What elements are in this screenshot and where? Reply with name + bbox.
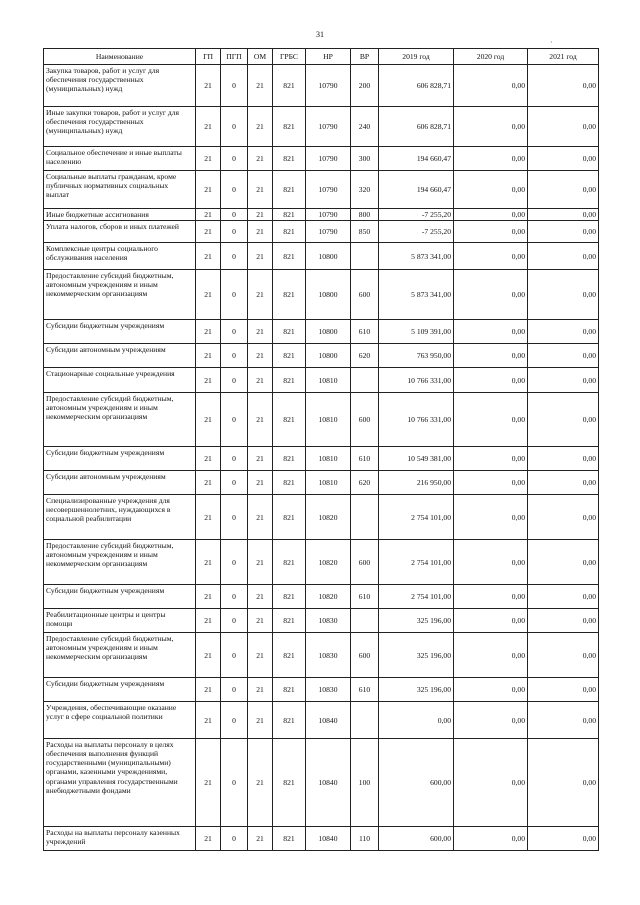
cell-y2019: 5 873 341,00 (379, 270, 454, 320)
cell-y2021: 0,00 (528, 221, 599, 243)
cell-pgp: 0 (221, 471, 248, 495)
cell-om: 21 (248, 678, 273, 702)
cell-grbs: 821 (273, 585, 306, 609)
table-row (44, 171, 599, 209)
cell-om: 21 (248, 633, 273, 678)
cell-gp: 21 (196, 471, 221, 495)
cell-y2019: -7 255,20 (379, 209, 454, 221)
cell-name: Субсидии бюджетным учреждениям (44, 447, 196, 471)
cell-name: Расходы на выплаты персоналу в целях обеспечения выполнения функций государственными (муниципальными) органами, казенными учреждениями, органами управления государственными внебюджетными фондами (44, 739, 196, 827)
cell-y2020: 0,00 (454, 678, 528, 702)
cell-y2021: 0,00 (528, 447, 599, 471)
cell-name: Субсидии автономным учреждениям (44, 471, 196, 495)
cell-name: Субсидии автономным учреждениям (44, 344, 196, 368)
cell-y2019: 216 950,00 (379, 471, 454, 495)
table-row (44, 368, 599, 393)
cell-grbs: 821 (273, 609, 306, 633)
cell-nr: 10820 (306, 495, 351, 540)
cell-grbs: 821 (273, 827, 306, 851)
cell-grbs: 821 (273, 471, 306, 495)
cell-y2019: 194 660,47 (379, 171, 454, 209)
cell-pgp: 0 (221, 447, 248, 471)
cell-y2019: 325 196,00 (379, 633, 454, 678)
col-header-nr: НР (306, 49, 351, 65)
cell-gp: 21 (196, 739, 221, 827)
cell-y2020: 0,00 (454, 739, 528, 827)
cell-vr: 110 (351, 827, 379, 851)
cell-y2020: 0,00 (454, 107, 528, 147)
cell-y2020: 0,00 (454, 209, 528, 221)
cell-name: Расходы на выплаты персоналу казенных учреждений (44, 827, 196, 851)
cell-vr: 610 (351, 585, 379, 609)
cell-name: Субсидии бюджетным учреждениям (44, 678, 196, 702)
cell-nr: 10820 (306, 585, 351, 609)
cell-nr: 10810 (306, 447, 351, 471)
cell-y2021: 0,00 (528, 209, 599, 221)
cell-om: 21 (248, 827, 273, 851)
col-header-2019: 2019 год (379, 49, 454, 65)
cell-y2020: 0,00 (454, 540, 528, 585)
cell-grbs: 821 (273, 209, 306, 221)
cell-gp: 21 (196, 633, 221, 678)
cell-y2019: -7 255,20 (379, 221, 454, 243)
cell-gp: 21 (196, 585, 221, 609)
cell-pgp: 0 (221, 147, 248, 171)
cell-y2020: 0,00 (454, 585, 528, 609)
cell-y2020: 0,00 (454, 447, 528, 471)
cell-y2019: 5 873 341,00 (379, 243, 454, 270)
cell-vr (351, 495, 379, 540)
table-row (44, 702, 599, 739)
cell-nr: 10800 (306, 344, 351, 368)
cell-grbs: 821 (273, 65, 306, 107)
cell-y2021: 0,00 (528, 368, 599, 393)
cell-om: 21 (248, 209, 273, 221)
cell-y2021: 0,00 (528, 171, 599, 209)
cell-gp: 21 (196, 540, 221, 585)
cell-pgp: 0 (221, 243, 248, 270)
cell-y2021: 0,00 (528, 540, 599, 585)
cell-y2019: 600,00 (379, 827, 454, 851)
cell-grbs: 821 (273, 344, 306, 368)
cell-vr: 610 (351, 320, 379, 344)
cell-gp: 21 (196, 495, 221, 540)
table-header-row (44, 49, 599, 65)
cell-name: Социальные выплаты гражданам, кроме публичных нормативных социальных выплат (44, 171, 196, 209)
table-row (44, 447, 599, 471)
cell-y2020: 0,00 (454, 320, 528, 344)
cell-vr: 610 (351, 678, 379, 702)
cell-name: Закупка товаров, работ и услуг для обеспечения государственных (муниципальных) нужд (44, 65, 196, 107)
cell-name: Реабилитационные центры и центры помощи (44, 609, 196, 633)
cell-nr: 10820 (306, 540, 351, 585)
cell-vr: 620 (351, 344, 379, 368)
cell-om: 21 (248, 243, 273, 270)
cell-name: Предоставление субсидий бюджетным, автономным учреждениям и иным некоммерческим организациям (44, 633, 196, 678)
cell-pgp: 0 (221, 540, 248, 585)
cell-gp: 21 (196, 368, 221, 393)
cell-y2021: 0,00 (528, 147, 599, 171)
cell-pgp: 0 (221, 65, 248, 107)
cell-grbs: 821 (273, 171, 306, 209)
cell-y2020: 0,00 (454, 827, 528, 851)
cell-y2021: 0,00 (528, 585, 599, 609)
cell-vr: 620 (351, 471, 379, 495)
cell-nr: 10830 (306, 633, 351, 678)
table-row (44, 633, 599, 678)
cell-grbs: 821 (273, 540, 306, 585)
cell-pgp: 0 (221, 633, 248, 678)
cell-y2020: 0,00 (454, 243, 528, 270)
cell-y2019: 600,00 (379, 739, 454, 827)
cell-y2019: 2 754 101,00 (379, 495, 454, 540)
table-row (44, 209, 599, 221)
table-row (44, 678, 599, 702)
cell-y2019: 0,00 (379, 702, 454, 739)
cell-gp: 21 (196, 702, 221, 739)
cell-nr: 10840 (306, 702, 351, 739)
page-number: 31 (316, 30, 324, 39)
cell-y2019: 5 109 391,00 (379, 320, 454, 344)
cell-vr: 320 (351, 171, 379, 209)
cell-y2020: 0,00 (454, 147, 528, 171)
cell-name: Субсидии бюджетным учреждениям (44, 320, 196, 344)
cell-gp: 21 (196, 827, 221, 851)
cell-y2021: 0,00 (528, 702, 599, 739)
cell-om: 21 (248, 171, 273, 209)
cell-y2020: 0,00 (454, 344, 528, 368)
cell-gp: 21 (196, 678, 221, 702)
cell-gp: 21 (196, 65, 221, 107)
cell-grbs: 821 (273, 147, 306, 171)
cell-nr: 10790 (306, 221, 351, 243)
col-header-name: Наименование (44, 49, 196, 65)
cell-vr: 600 (351, 393, 379, 447)
cell-pgp: 0 (221, 495, 248, 540)
cell-y2021: 0,00 (528, 633, 599, 678)
scan-speck: · (550, 38, 553, 47)
cell-y2019: 10 766 331,00 (379, 393, 454, 447)
cell-y2020: 0,00 (454, 368, 528, 393)
table-row (44, 471, 599, 495)
cell-om: 21 (248, 609, 273, 633)
cell-pgp: 0 (221, 171, 248, 209)
cell-nr: 10810 (306, 393, 351, 447)
cell-name: Предоставление субсидий бюджетным, автономным учреждениям и иным некоммерческим организациям (44, 270, 196, 320)
cell-pgp: 0 (221, 739, 248, 827)
cell-om: 21 (248, 447, 273, 471)
col-header-2020: 2020 год (454, 49, 528, 65)
cell-vr: 600 (351, 633, 379, 678)
cell-gp: 21 (196, 447, 221, 471)
cell-grbs: 821 (273, 495, 306, 540)
cell-y2020: 0,00 (454, 171, 528, 209)
table-row (44, 609, 599, 633)
cell-vr: 800 (351, 209, 379, 221)
cell-pgp: 0 (221, 344, 248, 368)
cell-y2020: 0,00 (454, 495, 528, 540)
cell-vr (351, 609, 379, 633)
cell-y2020: 0,00 (454, 393, 528, 447)
cell-name: Иные закупки товаров, работ и услуг для обеспечения государственных (муниципальных) нужд (44, 107, 196, 147)
cell-name: Комплексные центры социального обслуживания населения (44, 243, 196, 270)
cell-grbs: 821 (273, 368, 306, 393)
cell-grbs: 821 (273, 243, 306, 270)
cell-nr: 10790 (306, 107, 351, 147)
cell-nr: 10830 (306, 678, 351, 702)
cell-om: 21 (248, 147, 273, 171)
cell-grbs: 821 (273, 447, 306, 471)
cell-vr (351, 702, 379, 739)
cell-y2019: 2 754 101,00 (379, 540, 454, 585)
col-header-pgp: ПГП (221, 49, 248, 65)
cell-pgp: 0 (221, 320, 248, 344)
table-row (44, 65, 599, 107)
cell-y2019: 2 754 101,00 (379, 585, 454, 609)
cell-y2021: 0,00 (528, 65, 599, 107)
cell-om: 21 (248, 368, 273, 393)
cell-vr: 100 (351, 739, 379, 827)
cell-vr: 850 (351, 221, 379, 243)
cell-nr: 10810 (306, 368, 351, 393)
table-row (44, 344, 599, 368)
cell-y2021: 0,00 (528, 344, 599, 368)
cell-om: 21 (248, 65, 273, 107)
cell-grbs: 821 (273, 678, 306, 702)
cell-vr: 200 (351, 65, 379, 107)
cell-pgp: 0 (221, 702, 248, 739)
cell-pgp: 0 (221, 609, 248, 633)
table-row (44, 540, 599, 585)
cell-grbs: 821 (273, 270, 306, 320)
cell-grbs: 821 (273, 393, 306, 447)
col-header-grbs: ГРБС (273, 49, 306, 65)
table-row (44, 243, 599, 270)
cell-grbs: 821 (273, 320, 306, 344)
cell-y2021: 0,00 (528, 678, 599, 702)
cell-y2021: 0,00 (528, 393, 599, 447)
table-row (44, 107, 599, 147)
cell-gp: 21 (196, 107, 221, 147)
cell-name: Специализированные учреждения для несовершеннолетних, нуждающихся в социальной реабилитации (44, 495, 196, 540)
cell-om: 21 (248, 270, 273, 320)
table-row (44, 585, 599, 609)
cell-name: Учреждения, обеспечивающие оказание услуг в сфере социальной политики (44, 702, 196, 739)
cell-nr: 10810 (306, 471, 351, 495)
cell-pgp: 0 (221, 678, 248, 702)
cell-nr: 10790 (306, 171, 351, 209)
cell-pgp: 0 (221, 221, 248, 243)
cell-nr: 10840 (306, 739, 351, 827)
cell-grbs: 821 (273, 633, 306, 678)
cell-pgp: 0 (221, 209, 248, 221)
cell-vr: 600 (351, 270, 379, 320)
cell-gp: 21 (196, 171, 221, 209)
table-row (44, 827, 599, 851)
cell-gp: 21 (196, 147, 221, 171)
cell-gp: 21 (196, 393, 221, 447)
cell-vr: 300 (351, 147, 379, 171)
cell-om: 21 (248, 221, 273, 243)
cell-om: 21 (248, 585, 273, 609)
cell-grbs: 821 (273, 739, 306, 827)
cell-pgp: 0 (221, 368, 248, 393)
cell-y2021: 0,00 (528, 243, 599, 270)
cell-y2020: 0,00 (454, 633, 528, 678)
table-row (44, 320, 599, 344)
cell-y2021: 0,00 (528, 107, 599, 147)
cell-y2019: 763 950,00 (379, 344, 454, 368)
cell-y2019: 325 196,00 (379, 609, 454, 633)
cell-vr (351, 368, 379, 393)
cell-y2021: 0,00 (528, 320, 599, 344)
cell-nr: 10790 (306, 65, 351, 107)
cell-y2021: 0,00 (528, 495, 599, 540)
col-header-om: ОМ (248, 49, 273, 65)
cell-gp: 21 (196, 209, 221, 221)
cell-nr: 10790 (306, 147, 351, 171)
cell-grbs: 821 (273, 221, 306, 243)
cell-om: 21 (248, 320, 273, 344)
cell-nr: 10800 (306, 243, 351, 270)
col-header-2021: 2021 год (528, 49, 599, 65)
cell-om: 21 (248, 344, 273, 368)
budget-table (43, 48, 599, 851)
cell-om: 21 (248, 107, 273, 147)
cell-om: 21 (248, 495, 273, 540)
cell-name: Иные бюджетные ассигнования (44, 209, 196, 221)
cell-y2020: 0,00 (454, 471, 528, 495)
table-row (44, 147, 599, 171)
cell-name: Предоставление субсидий бюджетным, автономным учреждениям и иным некоммерческим организациям (44, 393, 196, 447)
cell-y2020: 0,00 (454, 609, 528, 633)
cell-gp: 21 (196, 221, 221, 243)
cell-y2021: 0,00 (528, 609, 599, 633)
cell-vr: 610 (351, 447, 379, 471)
cell-y2020: 0,00 (454, 65, 528, 107)
cell-y2021: 0,00 (528, 827, 599, 851)
cell-om: 21 (248, 702, 273, 739)
cell-name: Уплата налогов, сборов и иных платежей (44, 221, 196, 243)
cell-y2019: 10 766 331,00 (379, 368, 454, 393)
cell-y2020: 0,00 (454, 270, 528, 320)
cell-pgp: 0 (221, 393, 248, 447)
cell-y2021: 0,00 (528, 270, 599, 320)
cell-name: Субсидии бюджетным учреждениям (44, 585, 196, 609)
cell-nr: 10790 (306, 209, 351, 221)
table-row (44, 739, 599, 827)
cell-om: 21 (248, 540, 273, 585)
table-row (44, 495, 599, 540)
cell-nr: 10800 (306, 270, 351, 320)
cell-vr: 600 (351, 540, 379, 585)
cell-pgp: 0 (221, 827, 248, 851)
cell-gp: 21 (196, 320, 221, 344)
cell-gp: 21 (196, 344, 221, 368)
cell-gp: 21 (196, 243, 221, 270)
cell-y2020: 0,00 (454, 221, 528, 243)
cell-nr: 10830 (306, 609, 351, 633)
cell-vr: 240 (351, 107, 379, 147)
cell-y2020: 0,00 (454, 702, 528, 739)
col-header-gp: ГП (196, 49, 221, 65)
col-header-vr: ВР (351, 49, 379, 65)
cell-pgp: 0 (221, 107, 248, 147)
cell-nr: 10840 (306, 827, 351, 851)
cell-name: Стационарные социальные учреждения (44, 368, 196, 393)
cell-y2019: 325 196,00 (379, 678, 454, 702)
table-row (44, 270, 599, 320)
cell-name: Социальное обеспечение и иные выплаты населению (44, 147, 196, 171)
table-row (44, 393, 599, 447)
cell-y2021: 0,00 (528, 471, 599, 495)
cell-name: Предоставление субсидий бюджетным, автономным учреждениям и иным некоммерческим организациям (44, 540, 196, 585)
cell-pgp: 0 (221, 585, 248, 609)
cell-y2019: 606 828,71 (379, 65, 454, 107)
cell-grbs: 821 (273, 702, 306, 739)
cell-gp: 21 (196, 609, 221, 633)
cell-pgp: 0 (221, 270, 248, 320)
cell-y2021: 0,00 (528, 739, 599, 827)
cell-y2019: 194 660,47 (379, 147, 454, 171)
cell-vr (351, 243, 379, 270)
cell-y2019: 10 549 381,00 (379, 447, 454, 471)
table-body (44, 65, 599, 851)
table-row (44, 221, 599, 243)
cell-y2019: 606 828,71 (379, 107, 454, 147)
cell-grbs: 821 (273, 107, 306, 147)
cell-om: 21 (248, 739, 273, 827)
cell-om: 21 (248, 471, 273, 495)
cell-gp: 21 (196, 270, 221, 320)
cell-om: 21 (248, 393, 273, 447)
cell-nr: 10800 (306, 320, 351, 344)
